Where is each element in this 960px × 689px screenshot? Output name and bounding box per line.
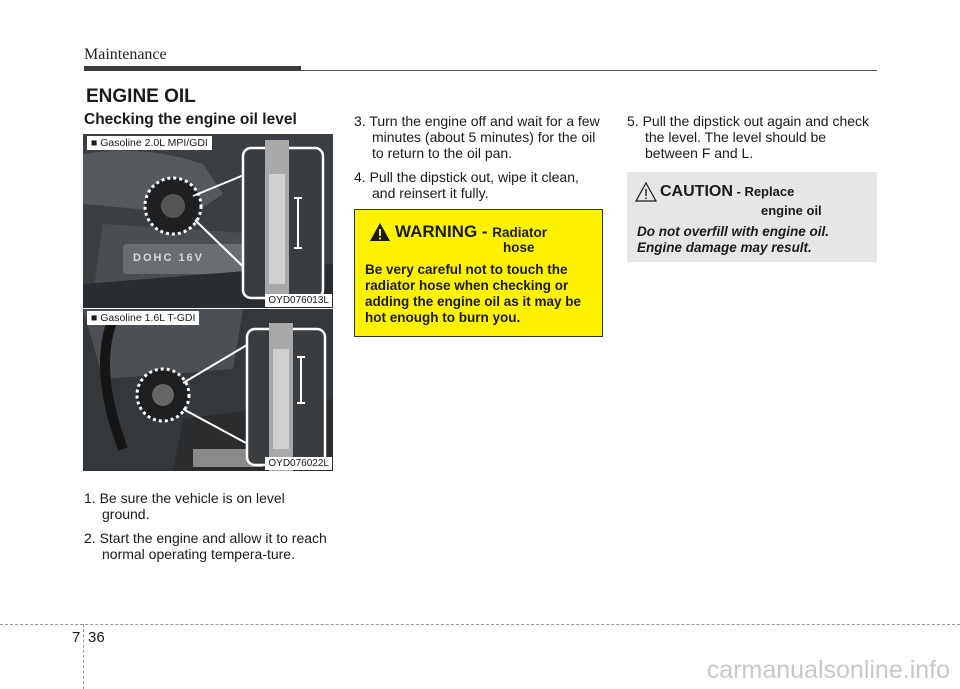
- engine-2-0l-illustration: [83, 134, 333, 308]
- warning-box: [354, 209, 603, 337]
- step-3: 3. Turn the engine off and wait for a few minutes (about 5 minutes) for the oil to return to the oil pan.: [354, 113, 600, 161]
- subheading-check-oil: Checking the engine oil level: [84, 111, 297, 128]
- warning-word: WARNING -: [395, 222, 493, 241]
- caution-subject: - Replace: [732, 184, 795, 199]
- warning-heading: [395, 222, 547, 242]
- engine-1-6l-illustration: [83, 309, 333, 471]
- photo-code-2-0l: OYD076013L: [265, 294, 332, 307]
- photo-code-1-6l: OYD076022L: [265, 457, 332, 470]
- caution-box: [627, 172, 877, 262]
- caution-heading: [660, 183, 794, 201]
- caution-word: CAUTION: [660, 183, 733, 200]
- caution-triangle-icon: [635, 182, 657, 202]
- footer-chapter-number: 7: [72, 629, 81, 646]
- caution-subject-line2: engine oil: [761, 203, 822, 218]
- steps-column-2: [354, 113, 604, 209]
- engine-cover-text: DOHC 16V: [133, 252, 205, 264]
- steps-column-1: [84, 490, 333, 570]
- step-5: 5. Pull the dipstick out again and check the level. The level should be between F and L.: [627, 113, 870, 161]
- footer-divider: [83, 624, 84, 689]
- header-rule-thick: [84, 66, 301, 71]
- warning-triangle-icon: [369, 222, 391, 242]
- photo-label-2-0l: ■ Gasoline 2.0L MPI/GDI: [87, 136, 212, 150]
- header-title: Maintenance: [84, 46, 167, 63]
- section-title: ENGINE OIL: [86, 86, 196, 107]
- photo-label-1-6l: ■ Gasoline 1.6L T-GDI: [87, 311, 199, 325]
- engine-photo-2-0l: [83, 134, 333, 308]
- warning-subject: Radiator: [492, 225, 548, 240]
- warning-subject-line2: hose: [503, 240, 535, 255]
- watermark: carmanualsonline.info: [706, 656, 950, 684]
- step-1: 1. Be sure the vehicle is on level ground.: [84, 490, 285, 522]
- header-rule-thin: [301, 70, 877, 71]
- warning-body: Be very careful not to touch the radiator hose when checking or adding the engine oil as it may be hot enough to burn you.: [365, 262, 582, 325]
- footer-page-number: 36: [88, 629, 105, 646]
- footer-rule: [0, 624, 960, 625]
- caution-body: Do not overfill with engine oil. Engine damage may result.: [637, 224, 829, 255]
- steps-column-3: [627, 113, 877, 169]
- step-2: 2. Start the engine and allow it to reach normal operating tempera-ture.: [84, 530, 327, 562]
- step-4: 4. Pull the dipstick out, wipe it clean, and reinsert it fully.: [354, 169, 579, 201]
- engine-photo-1-6l: [83, 309, 333, 471]
